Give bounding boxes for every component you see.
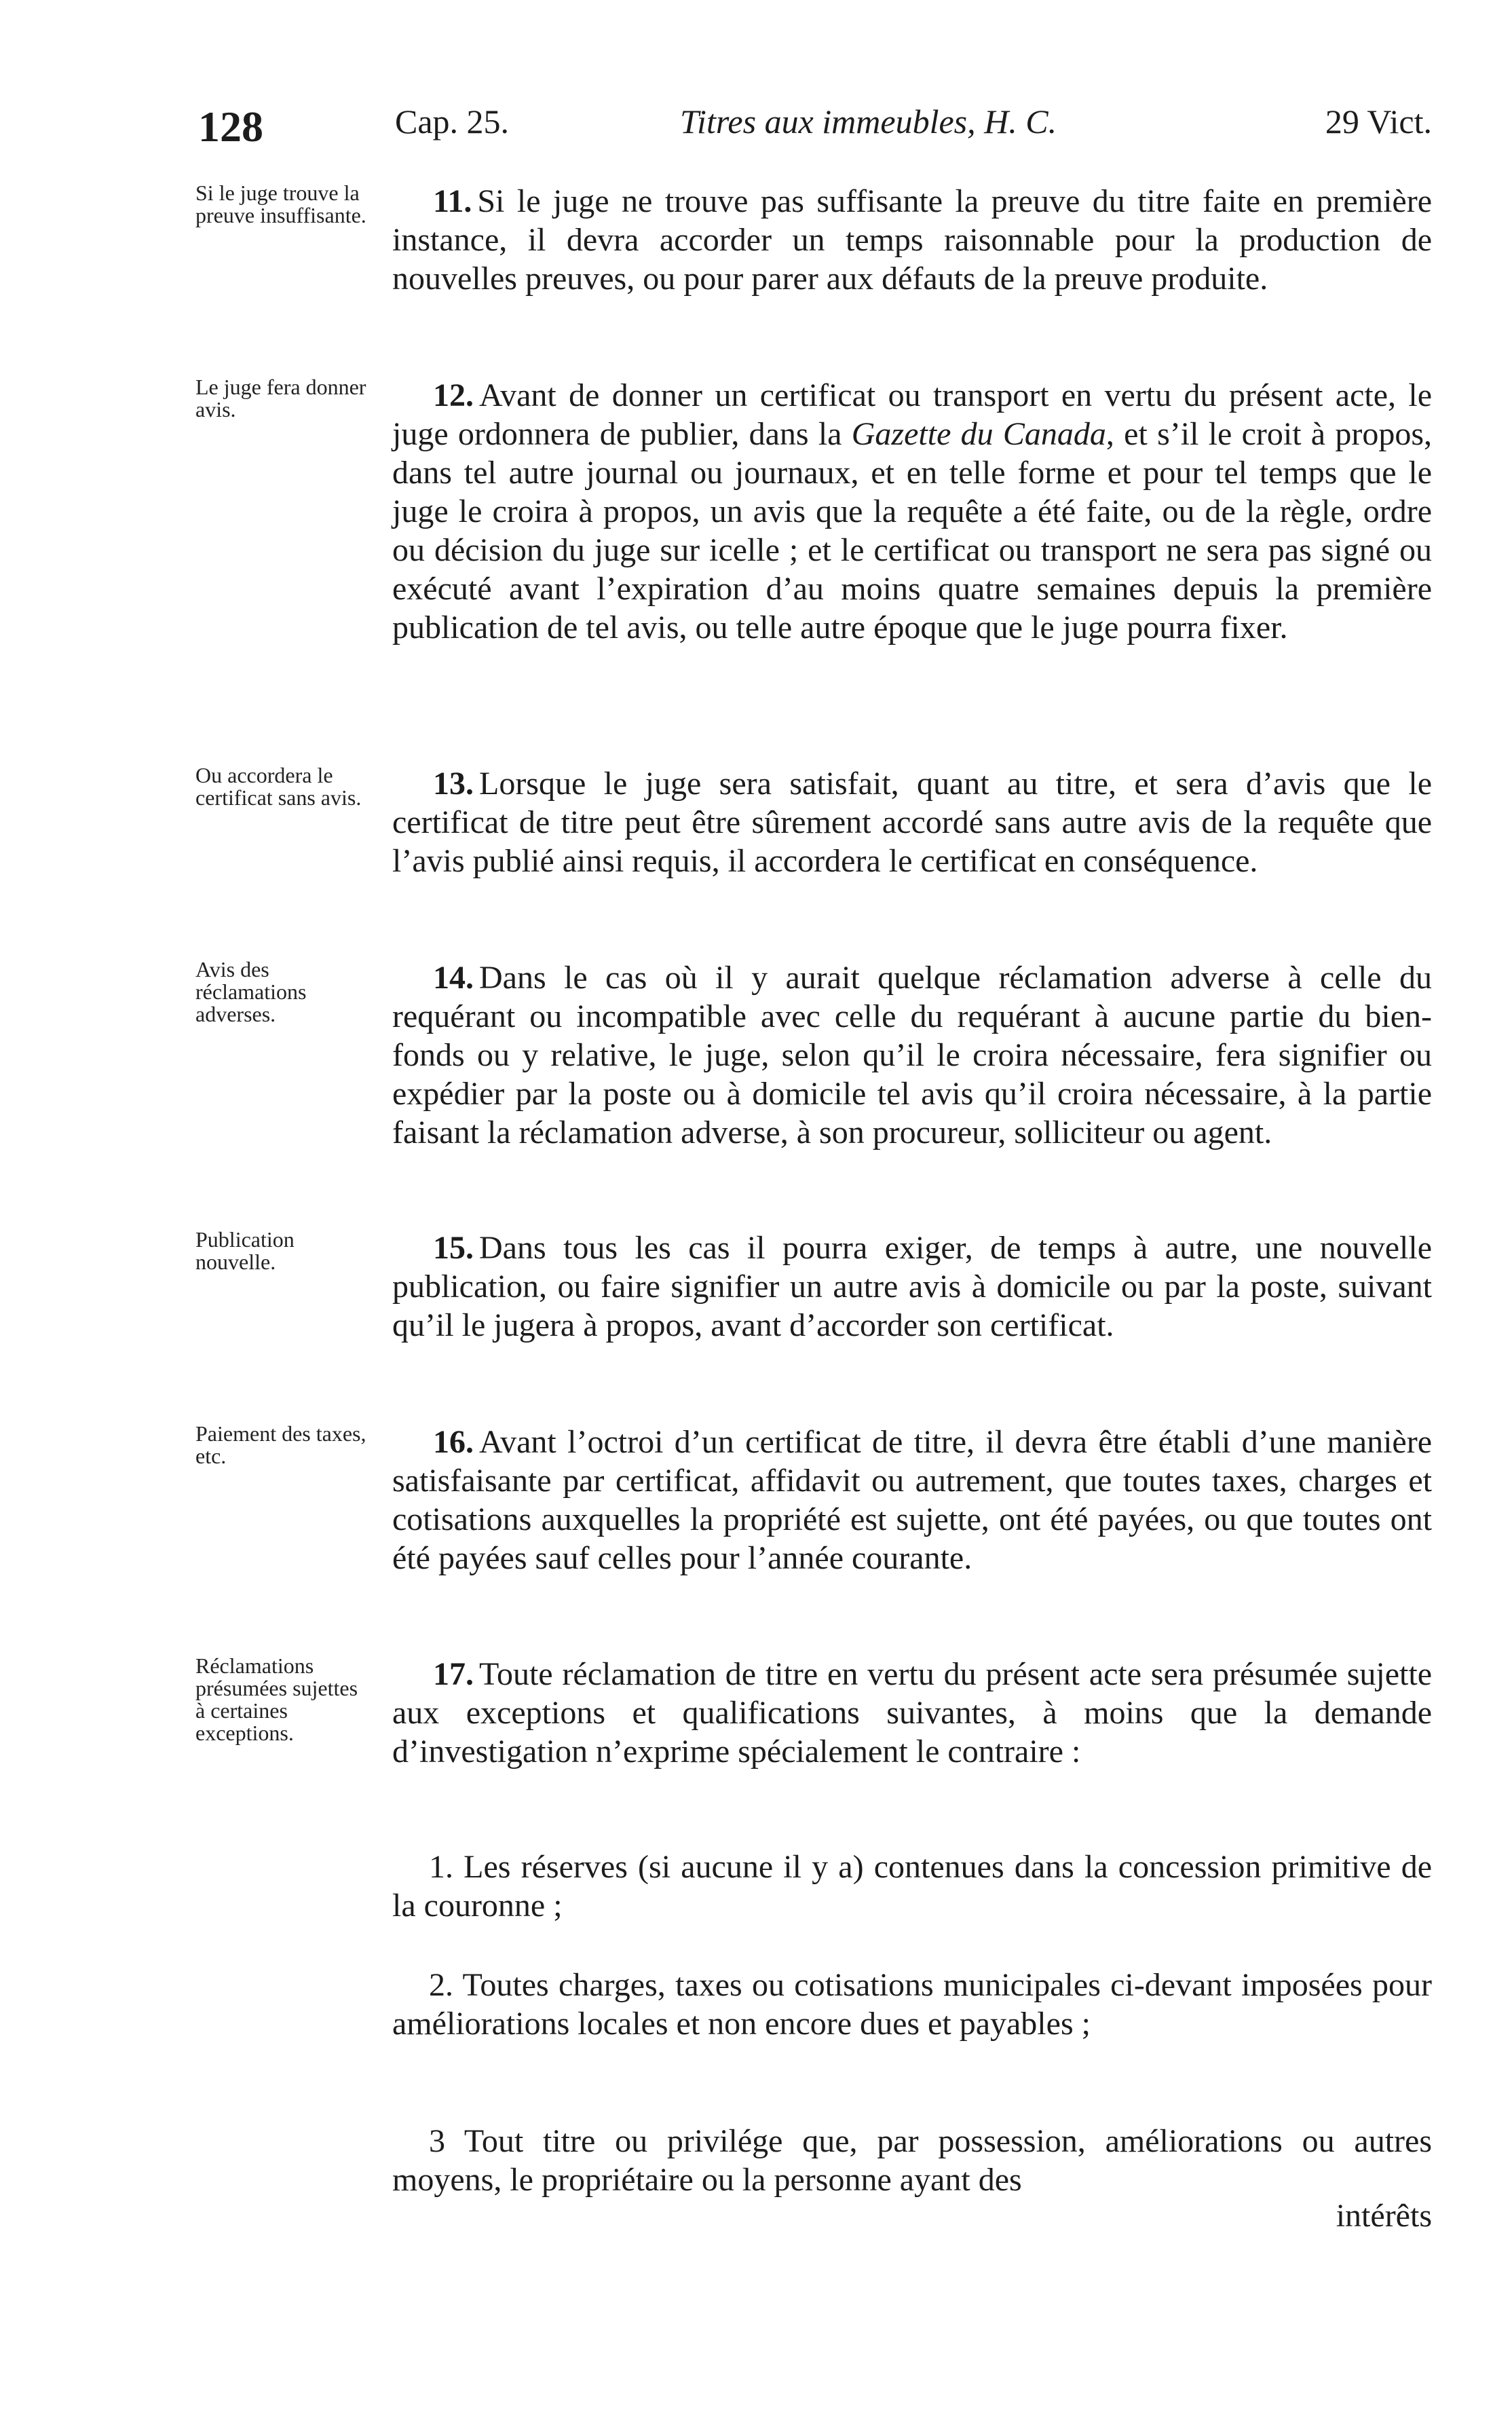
marginal-note: Avis des réclamations adverses. [195,957,307,1026]
section-number: 15. [433,1230,474,1266]
section-number: 16. [433,1424,474,1460]
marginal-note: Le juge fera donner avis. [195,375,366,422]
section-text [392,764,1432,880]
running-title: Titres aux immeubles, H. C. [680,102,1057,141]
section-number: 14. [433,960,474,996]
section-text [392,1229,1432,1345]
page-number: 128 [198,102,263,151]
section-number: 11. [433,183,472,219]
gazette-title: Gazette du Canada [851,416,1106,452]
running-header [191,102,1432,156]
section-body: Avant l’octroi d’un certificat de titre, il devra être établi d’une manière satisfaisante par certificat, affidavit ou autrement, que toutes taxes, charges et cotisations auxquelles la propriété est sujette, ont été payées, ou que toutes ont été payées sauf celles pour l’année courante. [392,1424,1432,1576]
catchword: intérêts [1336,2198,1432,2234]
section-number: 17. [433,1656,474,1692]
section-body: Toute réclamation de titre en vertu du présent acte sera présumée sujette aux exceptions et qualifications suivantes, à moins que la demande d’investigation n’exprime spécialement le contraire : [392,1656,1432,1770]
section-text [392,1423,1432,1577]
section-body: Dans tous les cas il pourra exiger, de temps à autre, une nouvelle publication, ou faire signifier un autre avis à domicile ou par la poste, suivant qu’il le jugera à propos, avant d’accorder son certificat. [392,1230,1432,1343]
section-text [392,376,1432,647]
marginal-note: Paiement des taxes, etc. [195,1421,366,1468]
marginal-note: Publication nouvelle. [195,1227,295,1274]
regnal-year: 29 Vict. [1325,102,1432,141]
section-number: 12. [433,377,474,413]
section-number: 13. [433,766,474,802]
section-text [392,182,1432,298]
subitem-2: 2. Toutes charges, taxes ou cotisations municipales ci-devant imposées pour améliorations locales et non encore dues et payables ; [392,1967,1432,2042]
section-body: Si le juge ne trouve pas suffisante la preuve du titre faite en première instance, il devra accorder un temps raisonnable pour la production de nouvelles preuves, ou pour parer aux défauts de la preuve produite. [392,183,1432,297]
subitem-1: 1. Les réserves (si aucune il y a) contenues dans la concession primitive de la couronne ; [392,1849,1432,1924]
subitem-3: 3 Tout titre ou privilége que, par possession, améliorations ou autres moyens, le propriétaire ou la personne ayant des [392,2123,1432,2198]
section-body: Lorsque le juge sera satisfait, quant au titre, et sera d’avis que le certificat de titre peut être sûrement accordé sans autre avis de la requête que l’avis publié ainsi requis, il accordera le certificat en conséquence. [392,766,1432,879]
section-text [392,958,1432,1152]
section-text [392,1655,1432,1771]
section-body-part-a: Avant de donner un certificat ou transport en vertu du présent acte, le juge ordonnera de publier, dans la [392,377,1432,452]
section-body-part-b: , et s’il le croit à propos, dans tel autre journal ou journaux, et en telle forme et pour tel temps que le juge le croira à propos, un avis que la requête a été faite, ou de la règle, ordre ou décision du juge sur icelle ; et le certificat ou transport ne sera pas signé ou exécuté avant l’expiration d’au moins quatre semaines depuis la première publication de tel avis, ou telle autre époque que le juge pourra fixer. [392,416,1433,645]
section-body: Dans le cas où il y aurait quelque réclamation adverse à celle du requérant ou incompatible avec celle du requérant à aucune partie du bien-fonds ou y relative, le juge, selon qu’il le croira nécessaire, fera signifier ou expédier par la poste ou à domicile tel avis qu’il croira nécessaire, à la partie faisant la réclamation adverse, à son procureur, solliciteur ou agent. [392,960,1432,1150]
marginal-note: Si le juge trouve la preuve insuffisante. [195,181,366,227]
chapter-label: Cap. 25. [395,102,510,141]
marginal-note: Réclamations présumées sujettes à certaines exceptions. [195,1653,358,1745]
marginal-note: Ou accordera le certificat sans avis. [195,763,362,810]
